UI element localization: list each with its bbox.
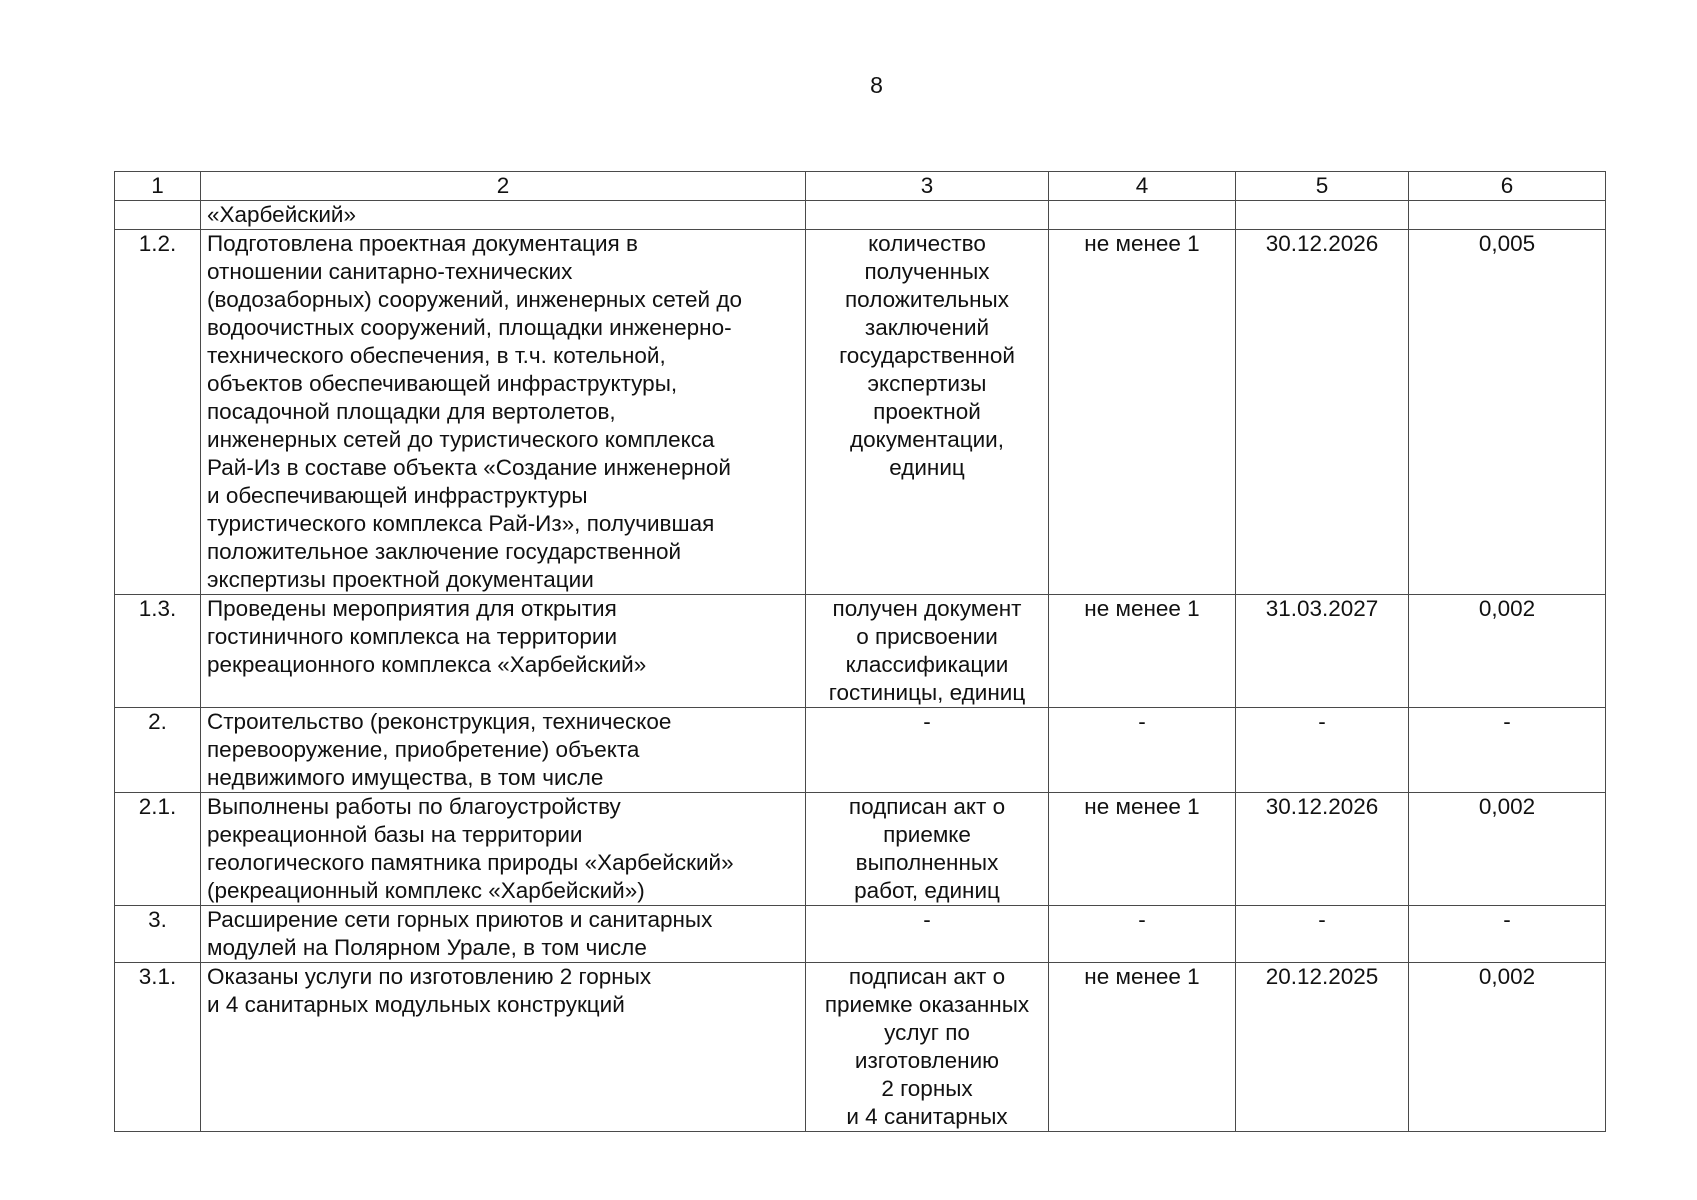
table-row bbox=[115, 793, 1606, 906]
row-value bbox=[1049, 201, 1236, 230]
table-row bbox=[115, 708, 1606, 793]
row-number bbox=[115, 201, 201, 230]
row-number: 1.3. bbox=[115, 595, 201, 708]
row-description: Строительство (реконструкция, техническое перевооружение, приобретение) объекта недвижимого имущества, в том числе bbox=[207, 709, 672, 790]
row-weight: 0,005 bbox=[1409, 230, 1606, 595]
row-value: не менее 1 bbox=[1049, 963, 1236, 1132]
column-header: 3 bbox=[806, 172, 1049, 201]
row-value: не менее 1 bbox=[1049, 230, 1236, 595]
indicators-table bbox=[114, 171, 1606, 1132]
row-number: 2. bbox=[115, 708, 201, 793]
row-description: Выполнены работы по благоустройству рекреационной базы на территории геологического памятника природы «Харбейский» (рекреационный комплекс «Харбейский») bbox=[207, 794, 734, 903]
row-weight: 0,002 bbox=[1409, 595, 1606, 708]
row-value: - bbox=[1049, 906, 1236, 963]
row-value: не менее 1 bbox=[1049, 595, 1236, 708]
page-number: 8 bbox=[870, 72, 883, 98]
row-value: не менее 1 bbox=[1049, 793, 1236, 906]
row-description: «Харбейский» bbox=[207, 202, 357, 227]
row-date bbox=[1236, 201, 1409, 230]
row-indicator: получен документ о присвоении классификации гостиницы, единиц bbox=[828, 596, 1026, 705]
column-header: 2 bbox=[201, 172, 806, 201]
row-weight: - bbox=[1409, 906, 1606, 963]
row-description: Подготовлена проектная документация в отношении санитарно-технических (водозаборных) сооружений, инженерных сетей до водоочистных сооружений, площадки инженерно- технического обеспечения, в т.ч. котельной, объектов обеспечивающей инфраструктуры, посадочной площадки для вертолетов, инженерных сетей до туристического комплекса Рай-Из в составе объекта «Создание инженерной и обеспечивающей инфраструктуры туристического комплекса Рай-Из», получившая положительное заключение государственной экспертизы проектной документации bbox=[207, 231, 743, 592]
table-row bbox=[115, 230, 1606, 595]
row-indicator: подписан акт о приемке оказанных услуг по изготовлению 2 горных и 4 санитарных bbox=[824, 964, 1030, 1129]
row-date: 30.12.2026 bbox=[1236, 793, 1409, 906]
row-date: - bbox=[1236, 906, 1409, 963]
column-header: 5 bbox=[1236, 172, 1409, 201]
table-header-row bbox=[115, 172, 1606, 201]
table-row bbox=[115, 595, 1606, 708]
column-header: 4 bbox=[1049, 172, 1236, 201]
row-weight bbox=[1409, 201, 1606, 230]
row-number: 3. bbox=[115, 906, 201, 963]
row-description: Проведены мероприятия для открытия гостиничного комплекса на территории рекреационного комплекса «Харбейский» bbox=[207, 596, 647, 677]
row-indicator: количество полученных положительных заключений государственной экспертизы проектной документации, единиц bbox=[839, 231, 1015, 480]
row-number: 3.1. bbox=[115, 963, 201, 1132]
column-header: 6 bbox=[1409, 172, 1606, 201]
row-value: - bbox=[1049, 708, 1236, 793]
row-indicator: - bbox=[923, 709, 931, 734]
row-weight: - bbox=[1409, 708, 1606, 793]
row-weight: 0,002 bbox=[1409, 793, 1606, 906]
column-header: 1 bbox=[115, 172, 201, 201]
row-indicator: подписан акт о приемке выполненных работ, единиц bbox=[848, 794, 1006, 903]
row-date: 20.12.2025 bbox=[1236, 963, 1409, 1132]
row-description: Оказаны услуги по изготовлению 2 горных и 4 санитарных модульных конструкций bbox=[207, 964, 652, 1017]
row-number: 1.2. bbox=[115, 230, 201, 595]
row-description: Расширение сети горных приютов и санитарных модулей на Полярном Урале, в том числе bbox=[207, 907, 713, 960]
table-row bbox=[115, 201, 1606, 230]
row-date: - bbox=[1236, 708, 1409, 793]
row-date: 30.12.2026 bbox=[1236, 230, 1409, 595]
table-row bbox=[115, 906, 1606, 963]
row-indicator: - bbox=[923, 907, 931, 932]
row-weight: 0,002 bbox=[1409, 963, 1606, 1132]
row-number: 2.1. bbox=[115, 793, 201, 906]
table-row bbox=[115, 963, 1606, 1132]
row-date: 31.03.2027 bbox=[1236, 595, 1409, 708]
